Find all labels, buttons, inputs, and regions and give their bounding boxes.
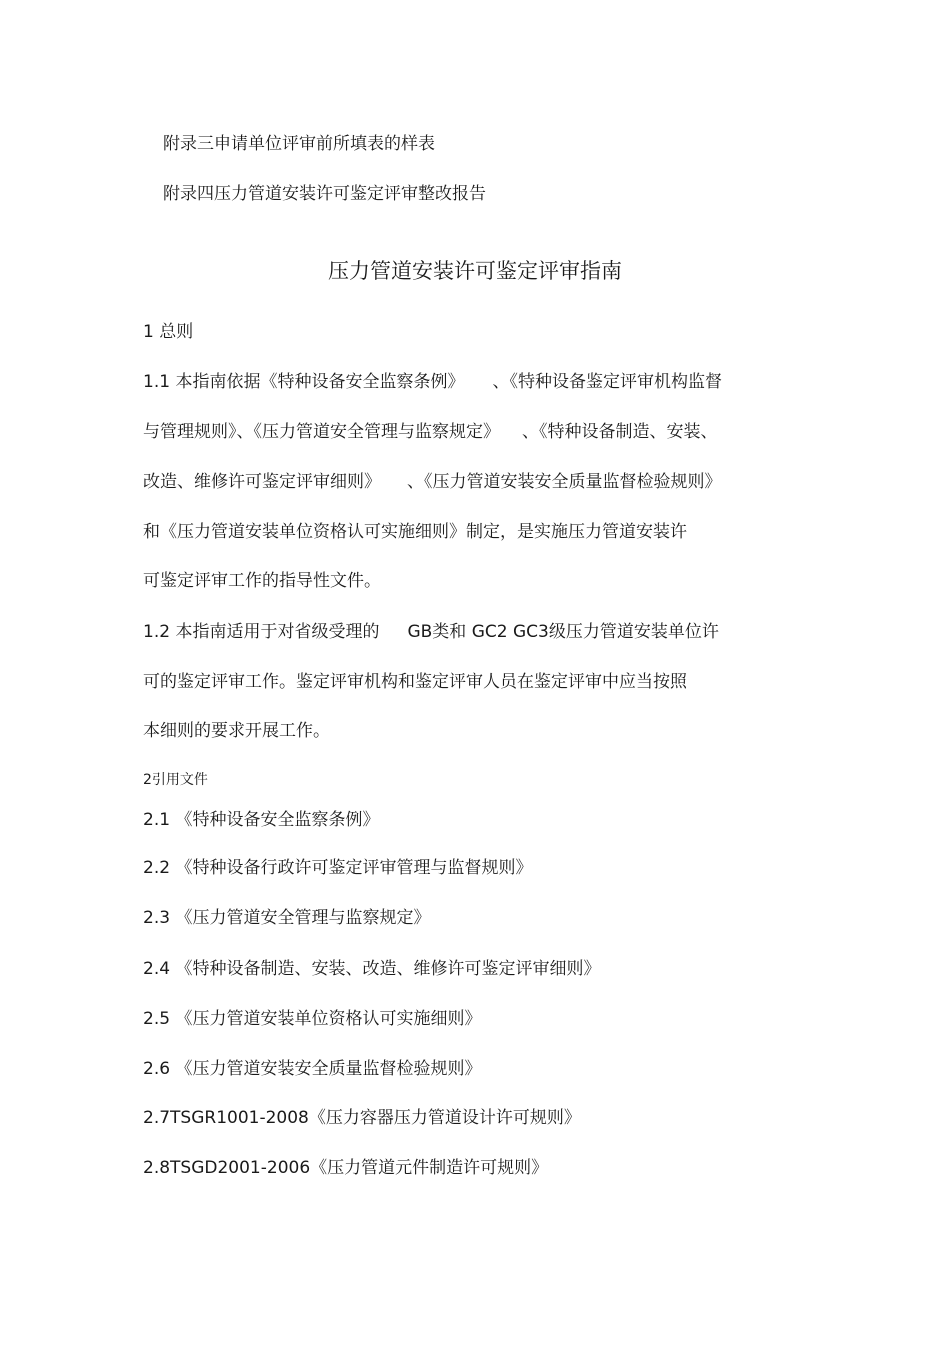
reference-item: 2.3 《压力管道安全管理与监察规定》 <box>143 908 431 928</box>
paragraph-1-2-line-1-part-b: GB类和 GC2 GC3级压力管道安装单位许 <box>407 622 719 642</box>
paragraph-1-1-line-1-part-b: 、《特种设备鉴定评审机构监督 <box>492 372 722 392</box>
paragraph-1-1-line-4: 和《压力管道安装单位资格认可实施细则》制定，是实施压力管道安装许 <box>143 522 687 542</box>
paragraph-1-1-line-2-part-a: 与管理规则》、《压力管道安全管理与监察规定》 <box>143 422 500 442</box>
paragraph-1-1-line-2-part-b: 、《特种设备制造、安装、 <box>522 422 718 442</box>
appendix-item-4: 附录四压力管道安装许可鉴定评审整改报告 <box>163 184 486 204</box>
paragraph-1-1-line-3-part-a: 改造、维修许可鉴定评审细则》 <box>143 472 381 492</box>
appendix-item-3: 附录三申请单位评审前所填表的样表 <box>163 134 435 154</box>
section-2-heading: 2引用文件 <box>143 772 208 788</box>
reference-item: 2.5 《压力管道安装单位资格认可实施细则》 <box>143 1009 482 1029</box>
reference-item: 2.8TSGD2001-2006《压力管道元件制造许可规则》 <box>143 1158 549 1178</box>
paragraph-1-1-line-3 <box>143 470 722 494</box>
document-title: 压力管道安装许可鉴定评审指南 <box>328 259 622 283</box>
paragraph-1-1-line-2 <box>143 420 718 444</box>
paragraph-1-1-line-1-part-a: 1.1 本指南依据《特种设备安全监察条例》 <box>143 372 465 392</box>
reference-item: 2.4 《特种设备制造、安装、改造、维修许可鉴定评审细则》 <box>143 959 601 979</box>
paragraph-1-2-line-2: 可的鉴定评审工作。鉴定评审机构和鉴定评审人员在鉴定评审中应当按照 <box>143 672 687 692</box>
paragraph-1-1-line-5: 可鉴定评审工作的指导性文件。 <box>143 571 381 591</box>
reference-item: 2.7TSGR1001-2008《压力容器压力管道设计许可规则》 <box>143 1108 581 1128</box>
paragraph-1-2-line-3: 本细则的要求开展工作。 <box>143 721 330 741</box>
paragraph-1-1-line-3-part-b: 、《压力管道安装安全质量监督检验规则》 <box>407 472 722 492</box>
reference-item: 2.2 《特种设备行政许可鉴定评审管理与监督规则》 <box>143 858 533 878</box>
paragraph-1-2-line-1-part-a: 1.2 本指南适用于对省级受理的 <box>143 622 380 642</box>
paragraph-1-2-line-1 <box>143 620 719 644</box>
paragraph-1-1-line-1 <box>143 370 722 394</box>
reference-item: 2.6 《压力管道安装安全质量监督检验规则》 <box>143 1059 482 1079</box>
reference-item: 2.1 《特种设备安全监察条例》 <box>143 810 380 830</box>
section-1-heading: 1 总则 <box>143 322 194 342</box>
